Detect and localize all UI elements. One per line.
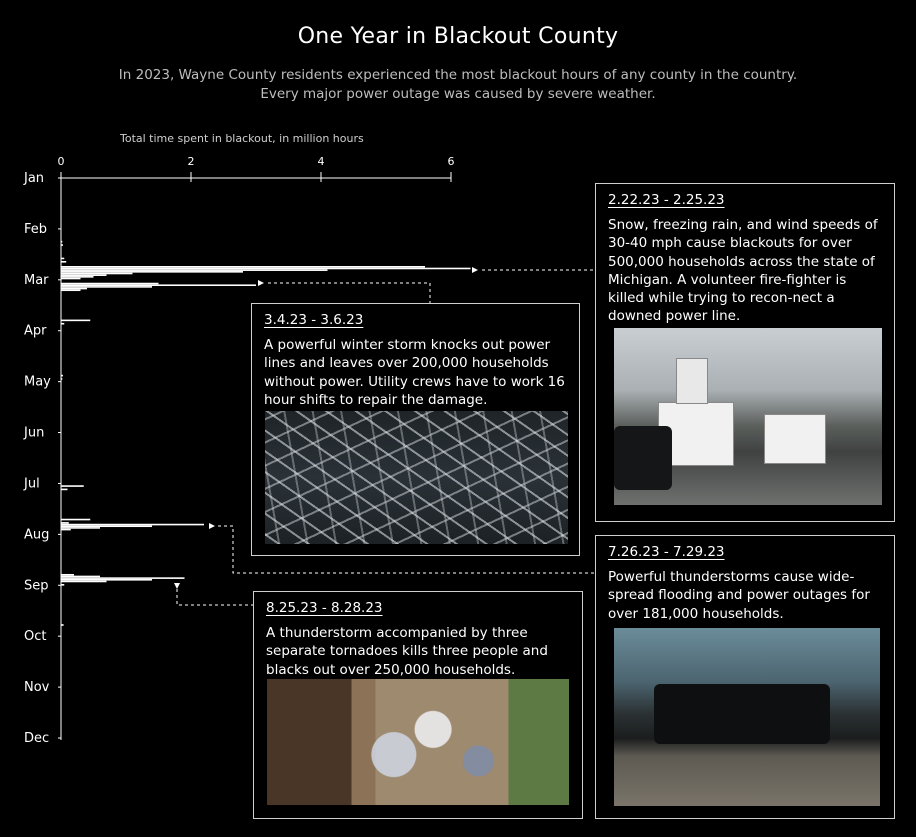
month-label: Aug [24, 527, 50, 543]
bar [61, 522, 69, 524]
connector-line [268, 283, 430, 303]
bar [61, 271, 243, 273]
callout-feb-storm [595, 183, 895, 522]
bar [61, 241, 62, 243]
bar [61, 375, 63, 377]
arrow-marker [209, 523, 215, 529]
bar [61, 584, 64, 586]
month-label: Apr [24, 323, 47, 339]
bar [61, 485, 84, 487]
subtitle-line-2: Every major power outage was caused by severe weather. [260, 86, 656, 102]
arrow-marker [174, 583, 180, 589]
tornado-damage-photo [267, 679, 569, 805]
bar [61, 268, 471, 270]
month-label: Jun [24, 425, 45, 441]
bar [61, 269, 328, 271]
callout-text: Snow, freezing rain, and wind speeds of 30-40 mph cause blackouts for over 500,000 households across the state of Michigan. A volunteer fire-fighter is killed while trying to recon-nect a downed power line. [608, 217, 878, 325]
month-label: Oct [24, 629, 47, 645]
bar [61, 258, 64, 260]
bar [61, 283, 159, 285]
callout-date: 3.4.23 - 3.6.23 [264, 312, 364, 328]
month-label: Feb [24, 221, 48, 237]
bar [61, 577, 185, 579]
x-tick-label: 2 [187, 155, 195, 168]
bar [61, 274, 107, 276]
x-axis-label: Total time spent in blackout, in million hours [120, 132, 364, 145]
bar [61, 525, 152, 527]
subtitle-line-1: In 2023, Wayne County residents experienced the most blackout hours of any county in the country. [118, 67, 798, 83]
bar [61, 284, 256, 286]
callout-jul-storm [595, 535, 895, 819]
bar [61, 581, 107, 583]
bar [61, 576, 100, 578]
bar [61, 273, 133, 275]
month-label: Dec [24, 731, 50, 746]
bar [61, 579, 152, 581]
month-label: Jul [24, 476, 40, 492]
connector-line [177, 589, 253, 605]
callout-date: 7.26.23 - 7.29.23 [608, 544, 725, 560]
callout-aug-tornado [253, 591, 583, 819]
bar [61, 289, 81, 291]
month-label: Jan [24, 171, 45, 186]
callout-text: A powerful winter storm knocks out power lines and leaves over 200,000 households without power. Utility crews have to work 16 hour shifts to repair the damage. [264, 337, 565, 408]
month-label: May [24, 374, 51, 390]
month-label: Mar [24, 272, 49, 288]
bar [61, 320, 90, 322]
bar [61, 278, 81, 280]
callout-text: Powerful thunderstorms cause wide-spread flooding and power outages for over 181,000 households. [608, 569, 870, 622]
bar [61, 323, 64, 325]
bar [61, 489, 68, 491]
x-tick-label: 0 [57, 155, 65, 168]
arrow-marker [258, 280, 264, 286]
bar [61, 286, 152, 288]
bar [61, 624, 64, 626]
callout-text: A thunderstorm accompanied by three separate tornadoes kills three people and blacks out over 250,000 households. [266, 625, 548, 678]
x-tick-label: 4 [317, 155, 325, 168]
bar [61, 519, 90, 521]
bar [61, 288, 87, 290]
bar [61, 524, 204, 526]
x-tick-label: 6 [447, 155, 455, 168]
bar [61, 529, 71, 531]
callout-mar-storm [251, 303, 580, 556]
month-label: Nov [24, 680, 50, 696]
bar [61, 378, 62, 380]
bar [61, 244, 63, 246]
flooded-street-photo [614, 628, 880, 806]
callout-date: 2.22.23 - 2.25.23 [608, 192, 725, 208]
bar [61, 261, 66, 263]
utility-truck-photo [614, 328, 882, 505]
month-label: Sep [24, 578, 49, 594]
bar [61, 574, 74, 576]
callout-date: 8.25.23 - 8.28.23 [266, 600, 383, 616]
bar [61, 527, 100, 529]
bar [61, 266, 425, 268]
arrow-marker [472, 267, 478, 273]
icy-branches-photo [265, 411, 568, 544]
chart-title: One Year in Blackout County [297, 24, 619, 49]
bar [61, 276, 94, 278]
